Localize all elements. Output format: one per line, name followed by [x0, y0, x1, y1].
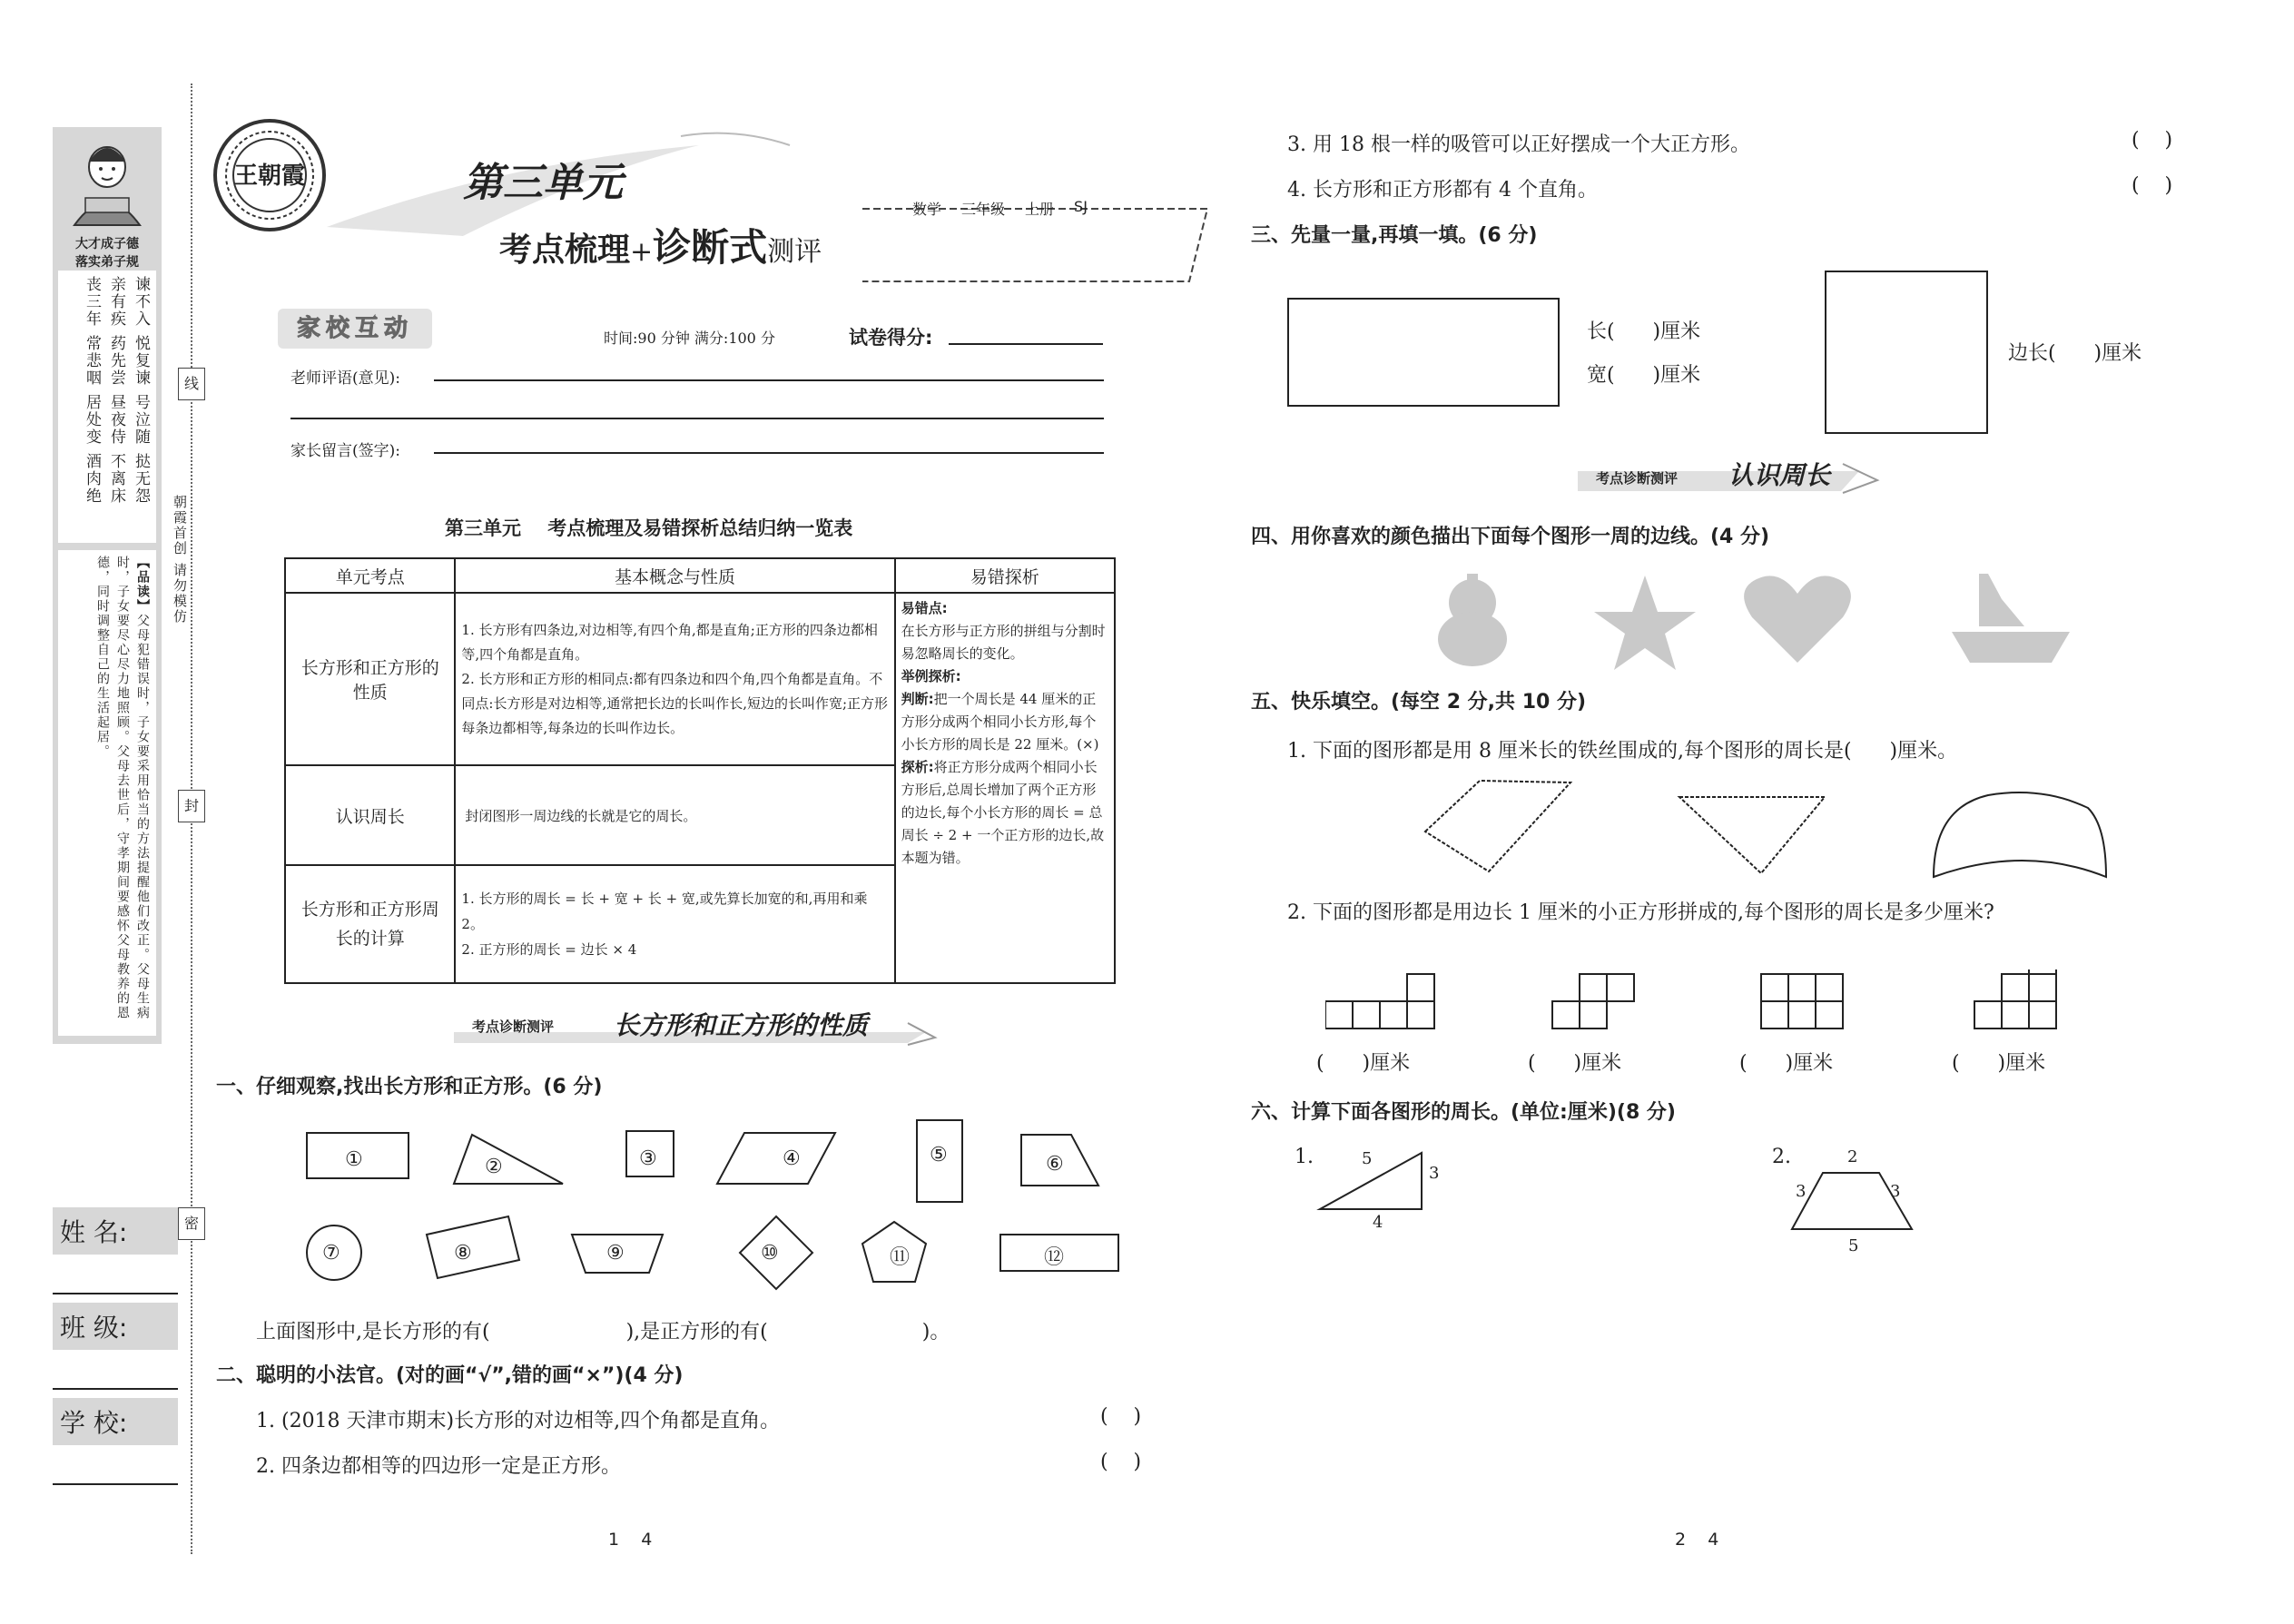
q2-item-1: 1. (2018 天津市期末)长方形的对边相等,四个角都是直角。	[256, 1410, 781, 1432]
q6-fig2-bottom: 5	[1848, 1236, 1859, 1255]
q6-fig1-side-a: 5	[1362, 1149, 1373, 1168]
teacher-comment-line[interactable]	[434, 379, 1104, 381]
boat-shape	[1979, 574, 2024, 626]
motto-bottom: 落实弟子规	[75, 255, 139, 270]
table-topic: 认识周长	[285, 765, 455, 865]
score-label: 试卷得分:	[849, 327, 933, 349]
q6-fig2-left: 3	[1796, 1182, 1807, 1201]
shape-label-5: ⑤	[930, 1144, 948, 1166]
summary-title: 第三单元 考点梳理及易错探析总结归纳一览表	[445, 517, 853, 539]
q6-fig2-right: 3	[1890, 1182, 1901, 1201]
side-mark-secret: 密	[178, 1207, 205, 1240]
wire-quad	[1425, 781, 1570, 871]
q5-blank-2[interactable]: ( )厘米	[1528, 1052, 1622, 1075]
q6-fig1-side-c: 4	[1373, 1213, 1383, 1232]
q1-shapes	[290, 1117, 1126, 1298]
q3-rect-long[interactable]: 长( )厘米	[1587, 320, 1701, 343]
q5-wire-shapes	[1398, 772, 2151, 890]
q2-item-2: 2. 四条边都相等的四边形一定是正方形。	[256, 1455, 621, 1478]
table-topic: 长方形和正方形的性质	[285, 593, 455, 765]
home-school-badge: 家校互动	[278, 309, 432, 349]
table-header: 易错探析	[895, 558, 1115, 593]
class-field[interactable]	[53, 1303, 178, 1390]
score-line[interactable]	[949, 343, 1103, 345]
q5-title: 五、快乐填空。(每空 2 分,共 10 分)	[1251, 691, 1587, 714]
q5-item-1: 1. 下面的图形都是用 8 厘米长的铁丝围成的,每个图形的周长是( )厘米。	[1287, 740, 1958, 763]
shape-label-9: ⑨	[606, 1242, 625, 1265]
school-label: 学 校:	[53, 1398, 178, 1445]
poem-col: 药先尝	[107, 335, 125, 387]
wire-arch	[1934, 792, 2106, 877]
q3-square	[1825, 271, 1988, 434]
q5-item-2: 2. 下面的图形都是用边长 1 厘米的小正方形拼成的,每个图形的周长是多少厘米?	[1287, 901, 1994, 924]
table-content: 1. 长方形有四条边,对边相等,有四个角,都是直角;正方形的四条边都相等,四个角都是直角。 2. 长方形和正方形的相同点:都有四条边和四个角,四个角都是直角。不同点:长方形是对边相等,通常把长边的长叫作长,短边的长叫作宽;正方形每条边都相等,每条边的长叫作边长。	[455, 593, 894, 765]
poem-col: 昼夜侍	[107, 394, 125, 446]
reading-text: 父母犯错误时，子女要采用恰当的方法提醒他们改正。父母生病时，子女要尽心尽力地照顾。父母去世后，守孝期间要感怀父母教养的恩德，同时调整自己的生活起居。	[95, 556, 150, 1020]
q6-title: 六、计算下面各图形的周长。(单位:厘米)(8 分)	[1251, 1101, 1676, 1124]
q6-fig2-top: 2	[1847, 1147, 1858, 1166]
banner-tag-2: 考点诊断测评	[1596, 470, 1679, 487]
copyright-note: 朝霞首创 请勿模仿	[172, 495, 188, 625]
left-sidebar	[53, 127, 162, 1044]
q6-fig2-num: 2.	[1772, 1146, 1791, 1168]
q6-fig1-num: 1.	[1295, 1146, 1314, 1168]
q4-title: 四、用你喜欢的颜色描出下面每个图形一周的边线。(4 分)	[1251, 526, 1770, 548]
parent-comment-line[interactable]	[434, 452, 1104, 454]
teacher-comment-line-2[interactable]	[290, 418, 1104, 419]
poem-col: 亲有疾	[107, 276, 125, 328]
table-content: 1. 长方形的周长 = 长 + 宽 + 长 + 宽,或先算长加宽的和,再用和乘 2。 2. 正方形的周长 = 边长 × 4	[455, 865, 894, 983]
class-line[interactable]	[53, 1350, 178, 1390]
page-number-left: 1 4	[608, 1530, 653, 1550]
poem-col: 酒肉绝	[83, 453, 101, 505]
star-shape	[1594, 576, 1696, 670]
poem-col: 号泣随	[132, 394, 150, 446]
q2-blank-1[interactable]: ( )	[1100, 1405, 1142, 1428]
side-mark-line: 线	[178, 368, 205, 400]
time-info: 时间:90 分钟 满分:100 分	[604, 330, 775, 347]
shape-8	[427, 1216, 519, 1278]
summary-table	[284, 557, 1116, 984]
shape-label-4: ④	[783, 1147, 801, 1170]
table-analysis: 易错点: 在长方形与正方形的拼组与分割时易忽略周长的变化。 举例探析: 判断:把一个周长是 44 厘米的正方形分成两个相同小长方形,每个小长方形的周长是 22 厘米。(×) 探析:将正方形分成两个相同小长方形后,总周长增加了两个正方形的边长,每个小长方形的周长 = 总周长 ÷ 2 + 一个正方形的边长,故本题为错。	[895, 593, 1115, 983]
banner-title: 长方形和正方形的性质	[614, 1010, 869, 1040]
q3-title: 三、先量一量,再填一填。(6 分)	[1251, 224, 1538, 247]
shape-2	[454, 1135, 563, 1184]
q2-title: 二、聪明的小法官。(对的画“√”,错的画“×”)(4 分)	[216, 1364, 684, 1387]
q2-blank-4[interactable]: ( )	[2132, 174, 2173, 197]
svg-text:王朝霞: 王朝霞	[233, 162, 306, 190]
poem-col: 挞无怨	[132, 453, 150, 505]
table-header: 基本概念与性质	[455, 558, 894, 593]
page-number-right: 2 4	[1675, 1530, 1719, 1550]
parent-comment-label: 家长留言(签字):	[290, 442, 400, 460]
q5-grid-shapes	[1325, 969, 2070, 1033]
subtitle: 考点梳理+诊断式测评	[499, 225, 822, 270]
q3-rect-wide[interactable]: 宽( )厘米	[1587, 364, 1701, 387]
q2-item-4: 4. 长方形和正方形都有 4 个直角。	[1287, 179, 1598, 202]
q5-blank-3[interactable]: ( )厘米	[1739, 1052, 1834, 1075]
q2-blank-2[interactable]: ( )	[1100, 1451, 1142, 1473]
shape-label-1: ①	[345, 1148, 363, 1171]
wire-triangle	[1679, 797, 1825, 873]
poem-col: 居处变	[83, 394, 101, 446]
banner-title-2: 认识周长	[1728, 460, 1831, 490]
poem-col: 悦复谏	[132, 335, 150, 387]
shape-4	[717, 1133, 835, 1184]
poem-col: 常悲咽	[83, 335, 101, 387]
q6-trapezoid	[1788, 1164, 1934, 1236]
child-figure-icon	[65, 134, 149, 234]
shape-label-10: ⑩	[761, 1242, 779, 1265]
logo-seal-icon	[211, 116, 329, 234]
motto-top: 大才成子德	[75, 237, 139, 251]
teacher-comment-label: 老师评语(意见):	[290, 369, 400, 388]
shape-label-11: ⑪	[890, 1246, 911, 1269]
shape-label-2: ②	[485, 1156, 503, 1178]
school-line[interactable]	[53, 1445, 178, 1485]
poem-col: 丧三年	[83, 276, 101, 328]
reading-title: 【品读】	[135, 556, 150, 614]
school-field[interactable]	[53, 1398, 178, 1485]
reading-box	[58, 550, 156, 1036]
q2-blank-3[interactable]: ( )	[2132, 129, 2173, 152]
name-field[interactable]	[53, 1207, 178, 1294]
shape-label-12: ⑫	[1044, 1246, 1065, 1269]
shape-label-8: ⑧	[454, 1242, 472, 1265]
q6-fig1-side-b: 3	[1429, 1164, 1440, 1183]
shape-label-7: ⑦	[322, 1242, 340, 1265]
name-label: 姓 名:	[53, 1207, 178, 1255]
unit-title: 第三单元	[463, 160, 623, 206]
q1-answer: 上面图形中,是长方形的有( ),是正方形的有( )。	[256, 1321, 950, 1343]
banner-tag: 考点诊断测评	[472, 1019, 555, 1035]
table-header: 单元考点	[285, 558, 455, 593]
q2-item-3: 3. 用 18 根一样的吸管可以正好摆成一个大正方形。	[1287, 133, 1750, 156]
q3-square-side[interactable]: 边长( )厘米	[2008, 342, 2142, 365]
meta-tags: 数学 三年级 上册 SJ	[912, 198, 1088, 218]
q6-triangle	[1316, 1144, 1434, 1216]
class-label: 班 级:	[53, 1303, 178, 1350]
poem-col: 不离床	[107, 453, 125, 505]
q5-blank-1[interactable]: ( )厘米	[1316, 1052, 1411, 1075]
table-topic: 长方形和正方形周长的计算	[285, 865, 455, 983]
poem-col: 谏不入	[132, 276, 150, 328]
shape-label-6: ⑥	[1046, 1153, 1064, 1176]
q4-shapes	[1407, 572, 2097, 672]
q3-rectangle	[1287, 298, 1560, 407]
table-content: 封闭图形一周边线的长就是它的周长。	[455, 765, 894, 865]
heart-shape	[1744, 576, 1851, 663]
q5-blank-4[interactable]: ( )厘米	[1952, 1052, 2046, 1075]
poem-box	[58, 271, 156, 543]
side-mark-seal: 封	[178, 790, 205, 822]
name-line[interactable]	[53, 1255, 178, 1294]
q1-title: 一、仔细观察,找出长方形和正方形。(6 分)	[216, 1076, 603, 1098]
shape-label-3: ③	[639, 1147, 657, 1170]
